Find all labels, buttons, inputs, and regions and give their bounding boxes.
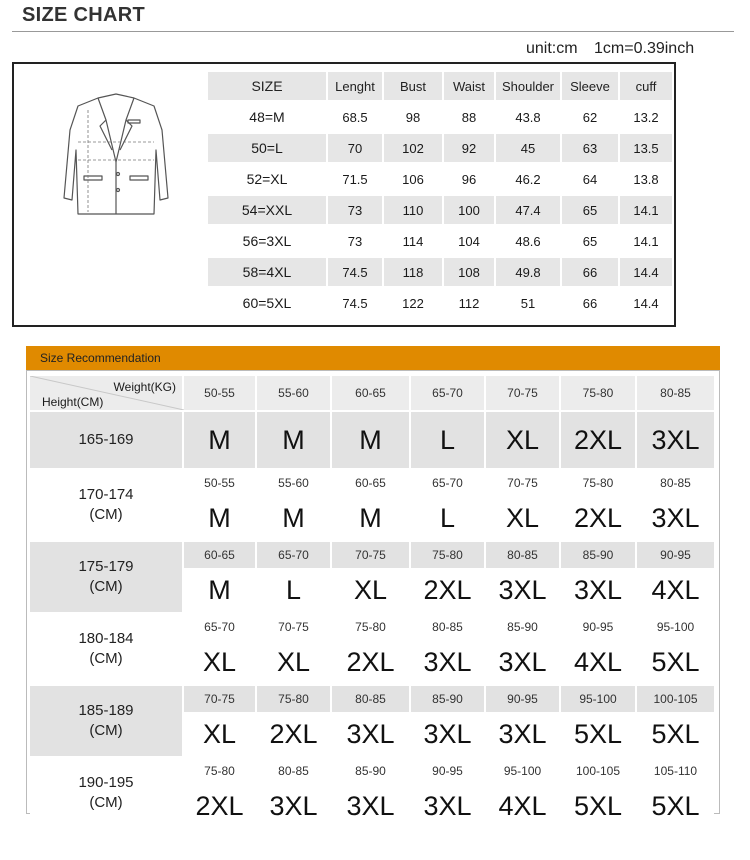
bust-cell: 114 bbox=[384, 227, 444, 255]
unit-conversion: 1cm=0.39inch bbox=[594, 40, 695, 57]
sleeve-cell: 65 bbox=[562, 227, 620, 255]
recommendation-cell bbox=[637, 470, 714, 540]
recommended-size: 3XL bbox=[411, 640, 484, 684]
sleeve-cell: 65 bbox=[562, 196, 620, 224]
recommendation-row bbox=[30, 612, 714, 684]
weight-range: 80-85 bbox=[507, 548, 538, 562]
shoulder-cell: 45 bbox=[496, 134, 562, 162]
cuff-cell: 14.1 bbox=[620, 227, 674, 255]
recommendation-cell bbox=[411, 686, 486, 756]
shoulder-header: Shoulder bbox=[496, 72, 562, 100]
recommended-size: 3XL bbox=[411, 712, 484, 756]
recommendation-row bbox=[30, 540, 714, 612]
sleeve-cell: 64 bbox=[562, 165, 620, 193]
weight-range: 80-85 bbox=[660, 476, 691, 490]
size-cell: 52=XL bbox=[208, 165, 328, 193]
recommended-size: 3XL bbox=[561, 568, 635, 612]
recommended-size: 3XL bbox=[486, 640, 559, 684]
weight-range: 55-60 bbox=[278, 386, 309, 400]
sleeve-cell: 63 bbox=[562, 134, 620, 162]
recommendation-row bbox=[30, 468, 714, 540]
recommendation-cell bbox=[257, 542, 332, 612]
height-range-cell bbox=[30, 542, 184, 612]
recommended-size: 3XL bbox=[651, 424, 700, 455]
recommended-size: 2XL bbox=[184, 784, 255, 828]
weight-range: 70-75 bbox=[355, 548, 386, 562]
cuff-header: cuff bbox=[620, 72, 674, 100]
weight-range: 95-100 bbox=[656, 620, 695, 634]
recommendation-cell bbox=[411, 542, 486, 612]
recommendation-cell bbox=[637, 412, 714, 468]
recommended-size: 4XL bbox=[486, 784, 559, 828]
recommendation-cell bbox=[561, 686, 637, 756]
weight-range-header bbox=[332, 376, 411, 410]
bust-cell: 106 bbox=[384, 165, 444, 193]
weight-range: 100-105 bbox=[575, 764, 621, 778]
weight-range: 75-80 bbox=[355, 620, 386, 634]
cuff-cell: 14.4 bbox=[620, 258, 674, 286]
weight-range: 65-70 bbox=[278, 548, 309, 562]
weight-range: 100-105 bbox=[653, 692, 698, 706]
weight-range-header bbox=[257, 376, 332, 410]
recommendation-cell bbox=[184, 470, 257, 540]
weight-range: 50-55 bbox=[204, 386, 235, 400]
waist-cell: 104 bbox=[444, 227, 496, 255]
weight-range: 75-80 bbox=[204, 764, 235, 778]
recommended-size: 3XL bbox=[411, 784, 484, 828]
recommended-size: 2XL bbox=[411, 568, 484, 612]
recommended-size: 3XL bbox=[486, 712, 559, 756]
weight-range: 85-90 bbox=[432, 692, 463, 706]
weight-range: 60-65 bbox=[355, 476, 386, 490]
size-chart-box bbox=[12, 62, 676, 327]
height-range-cell bbox=[30, 686, 184, 756]
recommendation-cell bbox=[411, 412, 486, 468]
recommendation-cell bbox=[257, 686, 332, 756]
height-axis-label: Height(CM) bbox=[42, 395, 104, 409]
recommendation-cell bbox=[561, 470, 637, 540]
height-range-cell bbox=[30, 758, 184, 828]
weight-range: 65-70 bbox=[204, 620, 235, 634]
recommendation-cell bbox=[184, 614, 257, 684]
waist-cell: 88 bbox=[444, 103, 496, 131]
recommendation-cell bbox=[411, 470, 486, 540]
waist-cell: 100 bbox=[444, 196, 496, 224]
height-range: 190-195 bbox=[78, 774, 134, 791]
height-range-cell bbox=[30, 470, 184, 540]
recommendation-cell bbox=[257, 470, 332, 540]
shoulder-cell: 48.6 bbox=[496, 227, 562, 255]
bust-cell: 110 bbox=[384, 196, 444, 224]
weight-range: 85-90 bbox=[355, 764, 386, 778]
length-cell: 68.5 bbox=[328, 103, 384, 131]
shoulder-cell: 51 bbox=[496, 289, 562, 317]
cuff-cell: 13.8 bbox=[620, 165, 674, 193]
unit-note bbox=[526, 40, 694, 58]
height-range: 185-189 bbox=[78, 702, 134, 719]
weight-range: 90-95 bbox=[507, 692, 538, 706]
weight-range: 70-75 bbox=[507, 386, 538, 400]
size-header: SIZE bbox=[208, 72, 328, 100]
recommended-size: XL bbox=[505, 424, 540, 455]
recommendation-cell bbox=[257, 412, 332, 468]
weight-range: 80-85 bbox=[278, 764, 309, 778]
height-range: 170-174 bbox=[78, 486, 134, 503]
recommendation-row bbox=[30, 410, 714, 468]
weight-range: 75-80 bbox=[432, 548, 463, 562]
weight-range: 75-80 bbox=[582, 476, 614, 490]
bust-cell: 122 bbox=[384, 289, 444, 317]
recommended-size: M bbox=[282, 424, 305, 455]
waist-cell: 92 bbox=[444, 134, 496, 162]
waist-cell: 112 bbox=[444, 289, 496, 317]
sleeve-cell: 66 bbox=[562, 289, 620, 317]
jacket-measurement-icon bbox=[58, 90, 174, 230]
recommendation-cell bbox=[411, 614, 486, 684]
weight-range: 60-65 bbox=[355, 386, 386, 400]
length-cell: 73 bbox=[328, 196, 384, 224]
recommended-size: M bbox=[184, 568, 255, 612]
recommended-size: M bbox=[257, 496, 330, 540]
weight-range: 55-60 bbox=[278, 476, 309, 490]
recommendation-cell bbox=[257, 614, 332, 684]
axis-corner bbox=[30, 376, 184, 410]
recommended-size: M bbox=[332, 496, 409, 540]
bust-cell: 118 bbox=[384, 258, 444, 286]
length-cell: 74.5 bbox=[328, 289, 384, 317]
recommendation-cell bbox=[486, 758, 561, 828]
cuff-cell: 13.5 bbox=[620, 134, 674, 162]
size-cell: 50=L bbox=[208, 134, 328, 162]
recommended-size: M bbox=[208, 424, 231, 455]
recommendation-cell bbox=[561, 412, 637, 468]
recommended-size: M bbox=[359, 424, 382, 455]
title-divider bbox=[12, 31, 734, 32]
length-cell: 71.5 bbox=[328, 165, 384, 193]
recommended-size: 3XL bbox=[257, 784, 330, 828]
length-cell: 70 bbox=[328, 134, 384, 162]
recommendation-cell bbox=[332, 614, 411, 684]
recommendation-cell bbox=[184, 758, 257, 828]
recommendation-cell bbox=[257, 758, 332, 828]
recommendation-cell bbox=[486, 412, 561, 468]
height-range: 165-169 bbox=[78, 431, 134, 448]
size-row bbox=[208, 134, 674, 162]
height-unit: (CM) bbox=[89, 578, 123, 595]
recommendation-cell bbox=[486, 686, 561, 756]
waist-header: Waist bbox=[444, 72, 496, 100]
weight-range: 90-95 bbox=[432, 764, 463, 778]
weight-range: 95-100 bbox=[579, 692, 617, 706]
shoulder-cell: 43.8 bbox=[496, 103, 562, 131]
cuff-cell: 14.4 bbox=[620, 289, 674, 317]
recommended-size: 3XL bbox=[332, 712, 409, 756]
size-row bbox=[208, 227, 674, 255]
size-chart-table bbox=[208, 69, 674, 320]
bust-cell: 102 bbox=[384, 134, 444, 162]
weight-range: 95-100 bbox=[503, 764, 542, 778]
weight-range: 85-90 bbox=[507, 620, 538, 634]
recommended-size: 3XL bbox=[637, 496, 714, 540]
recommendation-row bbox=[30, 684, 714, 756]
recommendation-cell bbox=[332, 686, 411, 756]
weight-range: 75-80 bbox=[582, 386, 614, 400]
recommendation-cell bbox=[637, 542, 714, 612]
recommendation-cell bbox=[184, 686, 257, 756]
recommendation-cell bbox=[332, 412, 411, 468]
weight-range: 80-85 bbox=[432, 620, 463, 634]
recommended-size: 2XL bbox=[573, 424, 623, 455]
height-unit: (CM) bbox=[89, 506, 123, 523]
weight-range-header bbox=[486, 376, 561, 410]
recommendation-cell bbox=[637, 614, 714, 684]
size-row bbox=[208, 289, 674, 317]
weight-range: 50-55 bbox=[204, 476, 235, 490]
recommendation-row bbox=[30, 756, 714, 828]
weight-axis-label: Weight(KG) bbox=[113, 380, 176, 394]
recommended-size: 5XL bbox=[637, 712, 714, 756]
weight-range: 65-70 bbox=[432, 476, 463, 490]
recommended-size: 2XL bbox=[332, 640, 409, 684]
recommendation-cell bbox=[486, 614, 561, 684]
size-row bbox=[208, 165, 674, 193]
waist-cell: 96 bbox=[444, 165, 496, 193]
shoulder-cell: 49.8 bbox=[496, 258, 562, 286]
length-cell: 74.5 bbox=[328, 258, 384, 286]
recommendation-cell bbox=[184, 542, 257, 612]
weight-range: 90-95 bbox=[660, 548, 691, 562]
recommended-size: XL bbox=[184, 640, 255, 684]
weight-range-header bbox=[561, 376, 637, 410]
recommended-size: 2XL bbox=[561, 496, 635, 540]
height-range-cell bbox=[30, 412, 184, 468]
size-cell: 58=4XL bbox=[208, 258, 328, 286]
waist-cell: 108 bbox=[444, 258, 496, 286]
size-cell: 60=5XL bbox=[208, 289, 328, 317]
recommendation-cell bbox=[332, 758, 411, 828]
recommendation-cell bbox=[332, 470, 411, 540]
size-cell: 48=M bbox=[208, 103, 328, 131]
weight-range: 70-75 bbox=[507, 476, 538, 490]
recommended-size: 3XL bbox=[486, 568, 559, 612]
size-row bbox=[208, 196, 674, 224]
recommendation-cell bbox=[637, 758, 714, 828]
recommended-size: XL bbox=[486, 496, 559, 540]
weight-range-header bbox=[184, 376, 257, 410]
weight-range: 80-85 bbox=[660, 386, 691, 400]
height-unit: (CM) bbox=[89, 650, 123, 667]
size-row bbox=[208, 258, 674, 286]
size-cell: 54=XXL bbox=[208, 196, 328, 224]
recommendation-cell bbox=[561, 614, 637, 684]
height-range: 175-179 bbox=[78, 558, 134, 575]
sleeve-cell: 62 bbox=[562, 103, 620, 131]
recommendation-grid bbox=[30, 376, 714, 828]
recommended-size: XL bbox=[332, 568, 409, 612]
weight-range: 90-95 bbox=[582, 620, 614, 634]
cuff-cell: 13.2 bbox=[620, 103, 674, 131]
recommendation-cell bbox=[486, 542, 561, 612]
page-title: SIZE CHART bbox=[22, 4, 145, 26]
recommended-size: XL bbox=[184, 712, 255, 756]
weight-range: 75-80 bbox=[278, 692, 309, 706]
cuff-cell: 14.1 bbox=[620, 196, 674, 224]
weight-range: 85-90 bbox=[582, 548, 614, 562]
recommended-size: 4XL bbox=[637, 568, 714, 612]
recommendation-cell bbox=[184, 412, 257, 468]
height-unit: (CM) bbox=[89, 722, 123, 739]
weight-range-header bbox=[637, 376, 714, 410]
recommendation-header-row bbox=[30, 376, 714, 410]
height-unit: (CM) bbox=[89, 794, 123, 811]
recommendation-title: Size Recommendation bbox=[26, 346, 720, 370]
recommended-size: M bbox=[184, 496, 255, 540]
weight-range: 65-70 bbox=[432, 386, 463, 400]
weight-range: 105-110 bbox=[653, 764, 698, 778]
size-cell: 56=3XL bbox=[208, 227, 328, 255]
sleeve-cell: 66 bbox=[562, 258, 620, 286]
recommended-size: 2XL bbox=[257, 712, 330, 756]
length-header: Lenght bbox=[328, 72, 384, 100]
recommended-size: 5XL bbox=[637, 784, 714, 828]
size-row bbox=[208, 103, 674, 131]
bust-header: Bust bbox=[384, 72, 444, 100]
recommended-size: L bbox=[411, 496, 484, 540]
recommendation-cell bbox=[561, 542, 637, 612]
recommendation-cell bbox=[332, 542, 411, 612]
sleeve-header: Sleeve bbox=[562, 72, 620, 100]
shoulder-cell: 47.4 bbox=[496, 196, 562, 224]
weight-range-header bbox=[411, 376, 486, 410]
recommendation-cell bbox=[561, 758, 637, 828]
recommendation-cell bbox=[637, 686, 714, 756]
weight-range: 60-65 bbox=[204, 548, 235, 562]
bust-cell: 98 bbox=[384, 103, 444, 131]
recommended-size: 5XL bbox=[637, 640, 714, 684]
shoulder-cell: 46.2 bbox=[496, 165, 562, 193]
recommendation-cell bbox=[486, 470, 561, 540]
weight-range: 70-75 bbox=[278, 620, 309, 634]
recommended-size: 4XL bbox=[561, 640, 635, 684]
recommended-size: L bbox=[257, 568, 330, 612]
height-range-cell bbox=[30, 614, 184, 684]
recommendation-cell bbox=[411, 758, 486, 828]
recommended-size: 5XL bbox=[561, 784, 635, 828]
recommended-size: L bbox=[439, 424, 456, 455]
size-header-row bbox=[208, 72, 674, 100]
recommended-size: 5XL bbox=[561, 712, 635, 756]
recommended-size: 3XL bbox=[332, 784, 409, 828]
length-cell: 73 bbox=[328, 227, 384, 255]
height-range: 180-184 bbox=[78, 630, 134, 647]
weight-range: 80-85 bbox=[355, 692, 386, 706]
unit-label: unit:cm bbox=[526, 40, 578, 57]
recommended-size: XL bbox=[257, 640, 330, 684]
weight-range: 70-75 bbox=[204, 692, 235, 706]
